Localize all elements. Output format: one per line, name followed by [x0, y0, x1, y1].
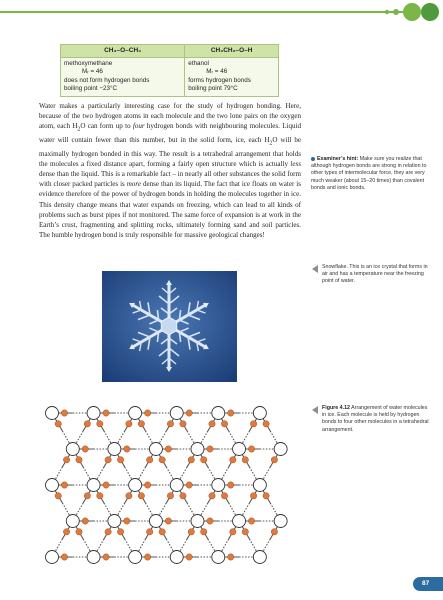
hydrogen-atom: [124, 446, 130, 452]
oxygen-atom: [66, 443, 79, 456]
hydrogen-atom: [250, 421, 256, 427]
hbond-status: does not form hydrogen bonds: [64, 76, 150, 84]
hydrogen-atom: [207, 518, 213, 524]
hydrogen-atom: [144, 410, 150, 416]
oxygen-atom: [170, 407, 183, 420]
hydrogen-atom: [221, 493, 227, 499]
hydrogen-atom: [97, 493, 103, 499]
hydrogen-atom: [84, 493, 90, 499]
ice-lattice-diagram: [30, 395, 308, 582]
hydrogen-atom: [146, 457, 152, 463]
hydrogen-atom: [209, 421, 215, 427]
hydrogen-atom: [159, 457, 165, 463]
oxygen-atom: [212, 407, 225, 420]
hydrogen-atom: [263, 421, 269, 427]
hydrogen-atom: [248, 518, 254, 524]
hydrogen-atom: [188, 457, 194, 463]
hydrogen-atom: [263, 493, 269, 499]
hydrogen-atom: [146, 529, 152, 535]
oxygen-atom: [129, 479, 142, 492]
boiling-point: boiling point 79°C: [188, 84, 238, 92]
hydrogen-atom: [103, 410, 109, 416]
oxygen-atom: [108, 443, 121, 456]
oxygen-atom: [212, 479, 225, 492]
molar-mass: Mᵣ = 46: [206, 68, 228, 76]
oxygen-atom: [233, 515, 246, 528]
hydrogen-atom: [138, 493, 144, 499]
hydrogen-atom: [117, 529, 123, 535]
molar-mass: Mᵣ = 46: [82, 68, 103, 76]
hbond-status: forms hydrogen bonds: [188, 76, 251, 84]
snowflake-caption: Snowflake. This is an ice crystal that forms in air and has a temperature near the freezing point of water.: [312, 264, 430, 286]
hydrogen-atom: [124, 518, 130, 524]
hydrogen-atom: [242, 529, 248, 535]
hydrogen-atom: [84, 421, 90, 427]
oxygen-atom: [87, 479, 100, 492]
oxygen-atom: [253, 407, 266, 420]
hydrogen-atom: [126, 493, 132, 499]
hint-label: Examiner’s hint:: [317, 156, 359, 162]
hydrogen-atom: [117, 457, 123, 463]
hydrogen-atom: [242, 457, 248, 463]
hydrogen-atom: [228, 554, 234, 560]
hydrogen-atom: [180, 421, 186, 427]
oxygen-atom: [253, 479, 266, 492]
table-cell-methoxymethane: [61, 58, 185, 97]
hydrogen-atom: [186, 554, 192, 560]
oxygen-atom: [46, 407, 59, 420]
oxygen-atom: [274, 515, 287, 528]
hydrogen-atom: [61, 410, 67, 416]
oxygen-atom: [46, 479, 59, 492]
hydrogen-atom: [209, 493, 215, 499]
hydrogen-atom: [188, 529, 194, 535]
figure-text: Arrangement of water molecules in ice. Each molecule is held by hydrogen bonds to four other molecules in a tetrahedral arrangement.: [322, 405, 429, 433]
hydrogen-atom: [186, 410, 192, 416]
hydrogen-atom: [180, 493, 186, 499]
hydrogen-atom: [82, 446, 88, 452]
hydrogen-atom: [230, 457, 236, 463]
hydrogen-atom: [61, 554, 67, 560]
hydrogen-atom: [186, 482, 192, 488]
figure-label: Figure 4.12: [322, 405, 350, 411]
hydrogen-atom: [55, 493, 61, 499]
oxygen-atom: [191, 515, 204, 528]
hydrogen-atom: [201, 457, 207, 463]
oxygen-atom: [170, 479, 183, 492]
hydrogen-atom: [228, 410, 234, 416]
oxygen-atom: [233, 443, 246, 456]
examiners-hint: [311, 156, 429, 192]
snowflake-photo: [102, 271, 237, 382]
oxygen-atom: [129, 551, 142, 564]
hydrogen-atom: [165, 446, 171, 452]
oxygen-atom: [87, 551, 100, 564]
hydrogen-atom: [248, 446, 254, 452]
hydrogen-atom: [144, 482, 150, 488]
caption-pointer-icon: [312, 406, 318, 414]
hydrogen-atom: [271, 457, 277, 463]
hydrogen-atom: [138, 421, 144, 427]
oxygen-atom: [212, 551, 225, 564]
caption-pointer-icon: [312, 265, 318, 273]
hydrogen-atom: [159, 529, 165, 535]
body-paragraph: Water makes a particularly interesting case for the study of hydrogen bonding. Here, because of the two hydrogen atoms in each molecule and the two lone pairs on the oxygen atom, each $H_2O$ can form up to four hydrogen bonds with neighbouring molecules. Liquid water will contain fewer than this number, but in the solid form, ice, each $H_2O$ will be maximally hydrogen bonded in this way. The result is a tetrahedral arrangement that holds the molecules a fixed distance apart, forming a fairly open structure which is actually less dense than the liquid. This is a remarkable fact – in nearly all other substances the solid form with closer packed particles is more dense than its liquid. The fact that ice floats on water is evidence therefore of the power of hydrogen bonds in holding the molecules together in ice. This density change means that water expands on freezing, which can lead to all kinds of problems such as burst pipes if not monitored. The same force of expansion is at work in the Earth’s crust, fragmenting and splitting rocks, ultimately forming sand and soil particles. The humble hydrogen bond is truly responsible for massive geological changes!: [39, 102, 302, 240]
boiling-point-table: [60, 44, 279, 97]
oxygen-atom: [274, 443, 287, 456]
table-header-methoxymethane: CH₃–O–CH₃: [61, 45, 185, 58]
hydrogen-atom: [228, 482, 234, 488]
hydrogen-atom: [207, 446, 213, 452]
hydrogen-atom: [144, 554, 150, 560]
hydrogen-atom: [76, 457, 82, 463]
hydrogen-atom: [271, 529, 277, 535]
hydrogen-atom: [201, 529, 207, 535]
hydrogen-atom: [103, 482, 109, 488]
oxygen-atom: [46, 551, 59, 564]
hydrogen-atom: [167, 421, 173, 427]
page-number: 87: [413, 577, 443, 591]
header-decoration: [379, 0, 439, 26]
hydrogen-atom: [76, 529, 82, 535]
hydrogen-atom: [63, 529, 69, 535]
table-header-ethanol: CH₃CH₂–O–H: [185, 45, 279, 58]
header-rule: [0, 11, 408, 13]
oxygen-atom: [191, 443, 204, 456]
oxygen-atom: [66, 515, 79, 528]
hydrogen-atom: [105, 457, 111, 463]
figure-caption: [312, 405, 430, 434]
hydrogen-atom: [126, 421, 132, 427]
hydrogen-atom: [221, 421, 227, 427]
hydrogen-atom: [230, 529, 236, 535]
hint-bullet-icon: [311, 157, 315, 161]
hydrogen-atom: [61, 482, 67, 488]
compound-name: methoxymethane: [64, 60, 113, 68]
hydrogen-atom: [63, 457, 69, 463]
hydrogen-atom: [55, 421, 61, 427]
hydrogen-atom: [165, 518, 171, 524]
oxygen-atom: [87, 407, 100, 420]
oxygen-atom: [149, 515, 162, 528]
hydrogen-atom: [97, 421, 103, 427]
oxygen-atom: [129, 407, 142, 420]
oxygen-atom: [108, 515, 121, 528]
hydrogen-atom: [167, 493, 173, 499]
hydrogen-atom: [82, 518, 88, 524]
oxygen-atom: [170, 551, 183, 564]
hydrogen-atom: [250, 493, 256, 499]
hydrogen-atom: [103, 554, 109, 560]
boiling-point: boiling point −23°C: [64, 84, 118, 92]
table-cell-ethanol: [185, 58, 279, 97]
hint-text: Make sure you realize that although hydrogen bonds are strong in relation to other types of intermolecular force, they are very much weaker (about 15–20 times) than covalent bonds and ionic bonds.: [311, 156, 427, 191]
compound-name: ethanol: [188, 60, 209, 68]
oxygen-atom: [253, 551, 266, 564]
oxygen-atom: [149, 443, 162, 456]
hydrogen-atom: [105, 529, 111, 535]
